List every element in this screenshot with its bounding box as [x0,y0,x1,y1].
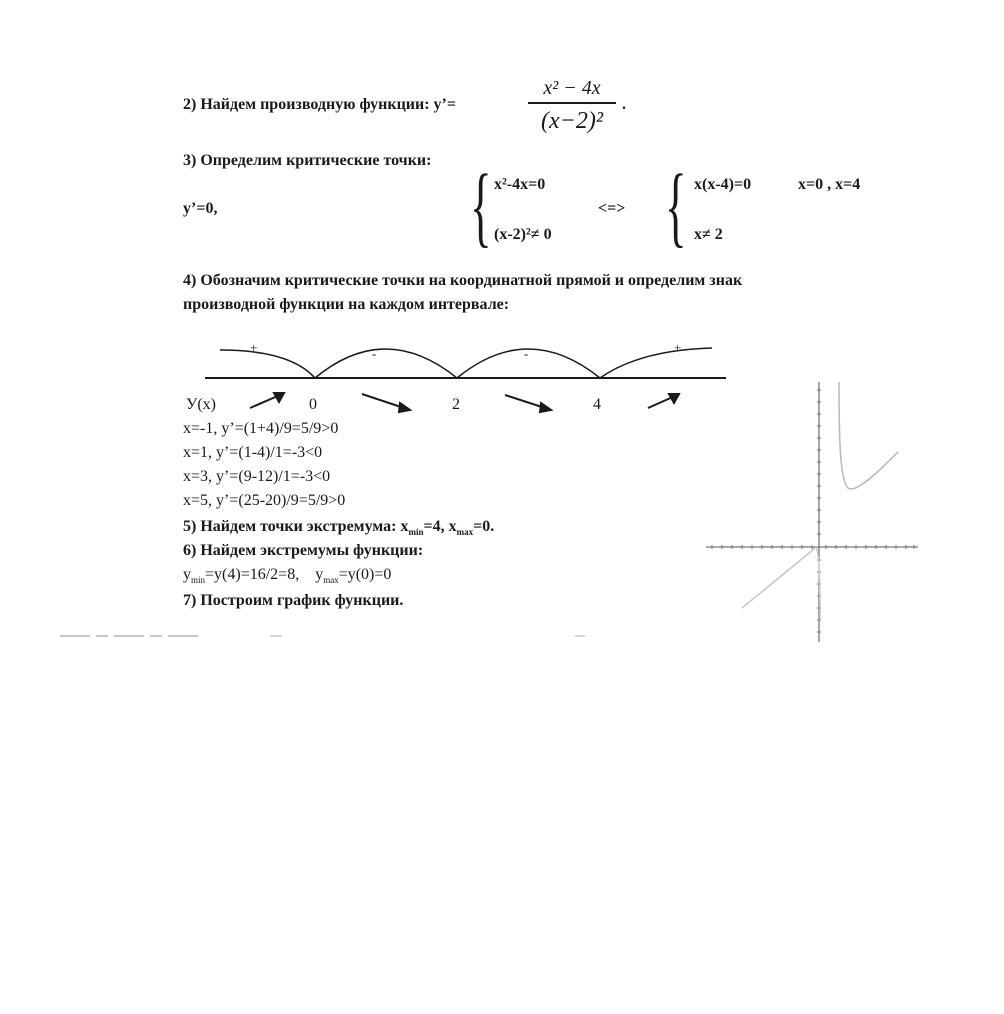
check-line: x=5, y’=(25-20)/9=5/9>0 [183,492,346,509]
step5-lead: 5) Найдем точки экстремума: x [183,518,409,535]
tick-label-4: 4 [593,396,601,413]
step4-line2: производной функции на каждом интервале: [183,296,510,313]
ymax-label: y [315,566,324,583]
step3-title: 3) Определим критические точки: [183,152,432,169]
check-line: x=1, y’=(1-4)/1=-3<0 [183,444,323,461]
step7-text: 7) Построим график функции. [183,592,404,609]
system1-brace: { [470,157,492,256]
ymax-subscript: max [323,575,339,586]
step4-line1: 4) Обозначим критические точки на координатной прямой и определим знак [183,272,743,289]
system2-eq1: x(x-4)=0 [694,176,752,193]
row-label: У(x) [186,396,216,413]
xmin-value: =4, x [423,518,457,535]
ymax-value: =y(0)=0 [338,566,392,583]
tick-label-2: 2 [452,396,460,413]
system1-eq2: (x-2)²≠ 0 [494,226,552,243]
step2-text: 2) Найдем производную функции: y’= [183,96,456,113]
sign-interval-4: + [674,340,682,355]
xmin-subscript: min [408,527,424,538]
equivalence-sign: <=> [598,200,626,217]
check-line: x=-1, y’=(1+4)/9=5/9>0 [183,420,339,437]
ymin-value: =y(4)=16/2=8, [205,566,300,583]
ymin-subscript: min [191,575,206,586]
graph-left-branch [742,548,820,620]
step3-lhs: y’=0, [183,200,218,217]
system1-eq1: x²-4x=0 [494,176,546,193]
step2-dot: . [622,96,626,113]
check-line: x=3, y’=(9-12)/1=-3<0 [183,468,331,485]
fraction-denominator: (x−2)² [540,108,604,134]
roots-text: x=0 , x=4 [798,176,861,193]
xmax-value: =0. [473,518,495,535]
sign-interval-3: - [524,346,529,361]
ymin-label: y [183,566,191,583]
xmax-subscript: max [456,527,474,538]
sign-interval-2: - [372,346,377,361]
sign-interval-1: + [250,340,258,355]
system2-brace: { [665,157,687,256]
step6-text: 6) Найдем экстремумы функции: [183,542,424,559]
fraction-numerator: x² − 4x [543,77,601,99]
tick-label-0: 0 [309,396,317,413]
graph-right-branch [839,382,898,489]
system2-eq2: x≠ 2 [694,226,723,243]
